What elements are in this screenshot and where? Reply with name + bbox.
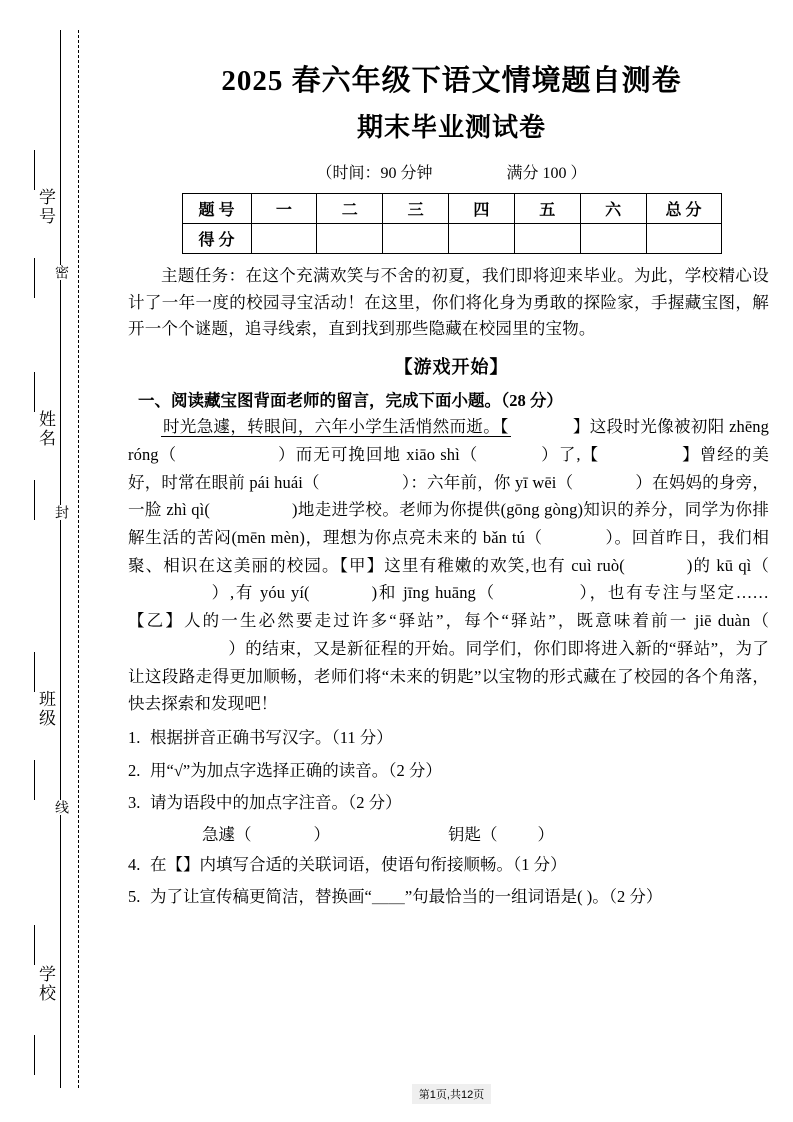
table-row-headers — [182, 194, 721, 224]
score-table-q3: 三 — [383, 194, 449, 224]
exam-page — [110, 0, 793, 1122]
margin-rule — [34, 652, 35, 692]
item-number: 2. — [128, 760, 141, 780]
item-text: 为了让宣传稿更简洁，替换画“＿＿”句最恰当的一组词语是( )。（2 分） — [150, 887, 663, 907]
score-table-label-question: 题 号 — [182, 194, 251, 224]
pinyin-answer-blanks — [202, 821, 793, 845]
seal-word-2: 封 — [53, 505, 68, 520]
question-1-passage: 时光急遽，转眼间，六年小学生活悄然而逝。【 】这段时光像被初阳 zhēng róng（ ）而无可挽回地 xiāo shì（ ）了,【 】曾经的美好，时常在眼前 pái huái（ ）：六年前，你 yī wēi（ ）在妈妈的身旁，一脸 zhì qì( )地走进学校。老师为你提供(gōng gòng)知识的养分，同学为你排解生活的苦闷(mēn mèn)，理想为你点亮未来的 bǎn tú（ ）。回首昨日，我们相聚、相识在这美丽的校园。【甲】这里有稚嫩的欢笑,也有 cuì ruò( )的 kū qì（）,有 yóu yí( )和 jīng huāng（ ），也有专注与坚定……【乙】人的一生必然要走过许多“驿站”，每个“驿站”，既意味着前一 jiē duàn（）的结束，又是新征程的开始。同学们，你们即将进入新的“驿站”，为了让这段路走得更加顺畅，老师们将“未来的钥匙”以宝物的形式藏在了校园的各个角落，快去探索和发现吧！ — [128, 417, 770, 714]
item-text: 在【】内填写合适的关联词语，使语句衔接顺畅。（1 分） — [150, 854, 567, 874]
page-footer — [110, 1084, 793, 1104]
page-number: 第1页,共12页 — [412, 1084, 491, 1104]
score-cell-total[interactable] — [646, 224, 721, 254]
list-item — [128, 884, 769, 910]
score-cell-q2[interactable] — [317, 224, 383, 254]
score-cell-q1[interactable] — [251, 224, 317, 254]
seal-word-1: 密 — [53, 265, 68, 280]
binding-margin — [0, 0, 110, 1122]
margin-rule — [34, 760, 35, 800]
margin-rule — [34, 1035, 35, 1075]
margin-rule — [34, 372, 35, 412]
score-table-q4: 四 — [448, 194, 514, 224]
margin-rule — [34, 480, 35, 520]
margin-label-school: 学校 — [36, 965, 55, 1003]
item-number: 1. — [128, 728, 141, 748]
item-number: 5. — [128, 887, 141, 907]
theme-task-paragraph: 主题任务：在这个充满欢笑与不舍的初夏，我们即将迎来毕业。为此，学校精心设计了一年一度的校园寻宝活动！在这里，你们将化身为勇敢的探险家，手握藏宝图，解开一个个谜题，追寻线索，直到找到那些隐藏在校园里的宝物。 — [128, 266, 769, 339]
list-item — [128, 790, 769, 816]
total-score-label: 满分 100 ） — [506, 165, 587, 182]
score-table-total: 总 分 — [646, 194, 721, 224]
score-table-label-score: 得 分 — [182, 224, 251, 254]
item-text: 根据拼音正确书写汉字。（11 分） — [150, 728, 393, 748]
question-1-heading: 一、阅读藏宝图背面老师的留言，完成下面小题。（28 分） — [138, 391, 563, 411]
blank-close-2: ） — [537, 824, 554, 844]
score-cell-q4[interactable] — [448, 224, 514, 254]
item-number: 3. — [128, 793, 141, 813]
score-table-q5: 五 — [514, 194, 580, 224]
time-label: （时间：90 分钟 — [316, 165, 433, 182]
seal-word-3: 线 — [53, 800, 68, 815]
blank-label-jiju: 急遽（ — [202, 824, 252, 844]
margin-label-class: 班级 — [36, 690, 55, 728]
margin-rule — [34, 925, 35, 965]
passage-underlined-part: 时光急遽，转眼间，六年小学生活悄然而逝。【 — [163, 417, 509, 437]
item-number: 4. — [128, 854, 141, 874]
score-table-q6: 六 — [580, 194, 646, 224]
score-table-q2: 二 — [317, 194, 383, 224]
score-cell-q6[interactable] — [580, 224, 646, 254]
blank-label-yaoshi: 钥匙（ — [448, 824, 498, 844]
list-item — [128, 725, 769, 751]
score-table — [182, 193, 722, 254]
score-table-q1: 一 — [251, 194, 317, 224]
item-text: 请为语段中的加点字注音。（2 分） — [150, 793, 402, 813]
game-start-heading: 【游戏开始】 — [394, 357, 509, 378]
margin-label-name: 姓名 — [36, 410, 55, 448]
list-item — [128, 758, 769, 784]
exam-meta — [110, 160, 793, 183]
page-title-line1: 2025 春六年级下语文情境题自测卷 — [221, 65, 682, 97]
page-title-line2: 期末毕业测试卷 — [356, 113, 546, 142]
score-cell-q3[interactable] — [383, 224, 449, 254]
table-row-scores — [182, 224, 721, 254]
list-item — [128, 852, 769, 878]
margin-rule — [34, 150, 35, 190]
score-cell-q5[interactable] — [514, 224, 580, 254]
item-text: 用“√”为加点字选择正确的读音。（2 分） — [150, 760, 442, 780]
blank-close-1: ） — [313, 824, 330, 844]
seal-line-solid — [60, 30, 61, 1088]
margin-label-student-id: 学号 — [36, 188, 55, 226]
margin-rule — [34, 258, 35, 298]
seal-line-dashed — [78, 30, 79, 1088]
